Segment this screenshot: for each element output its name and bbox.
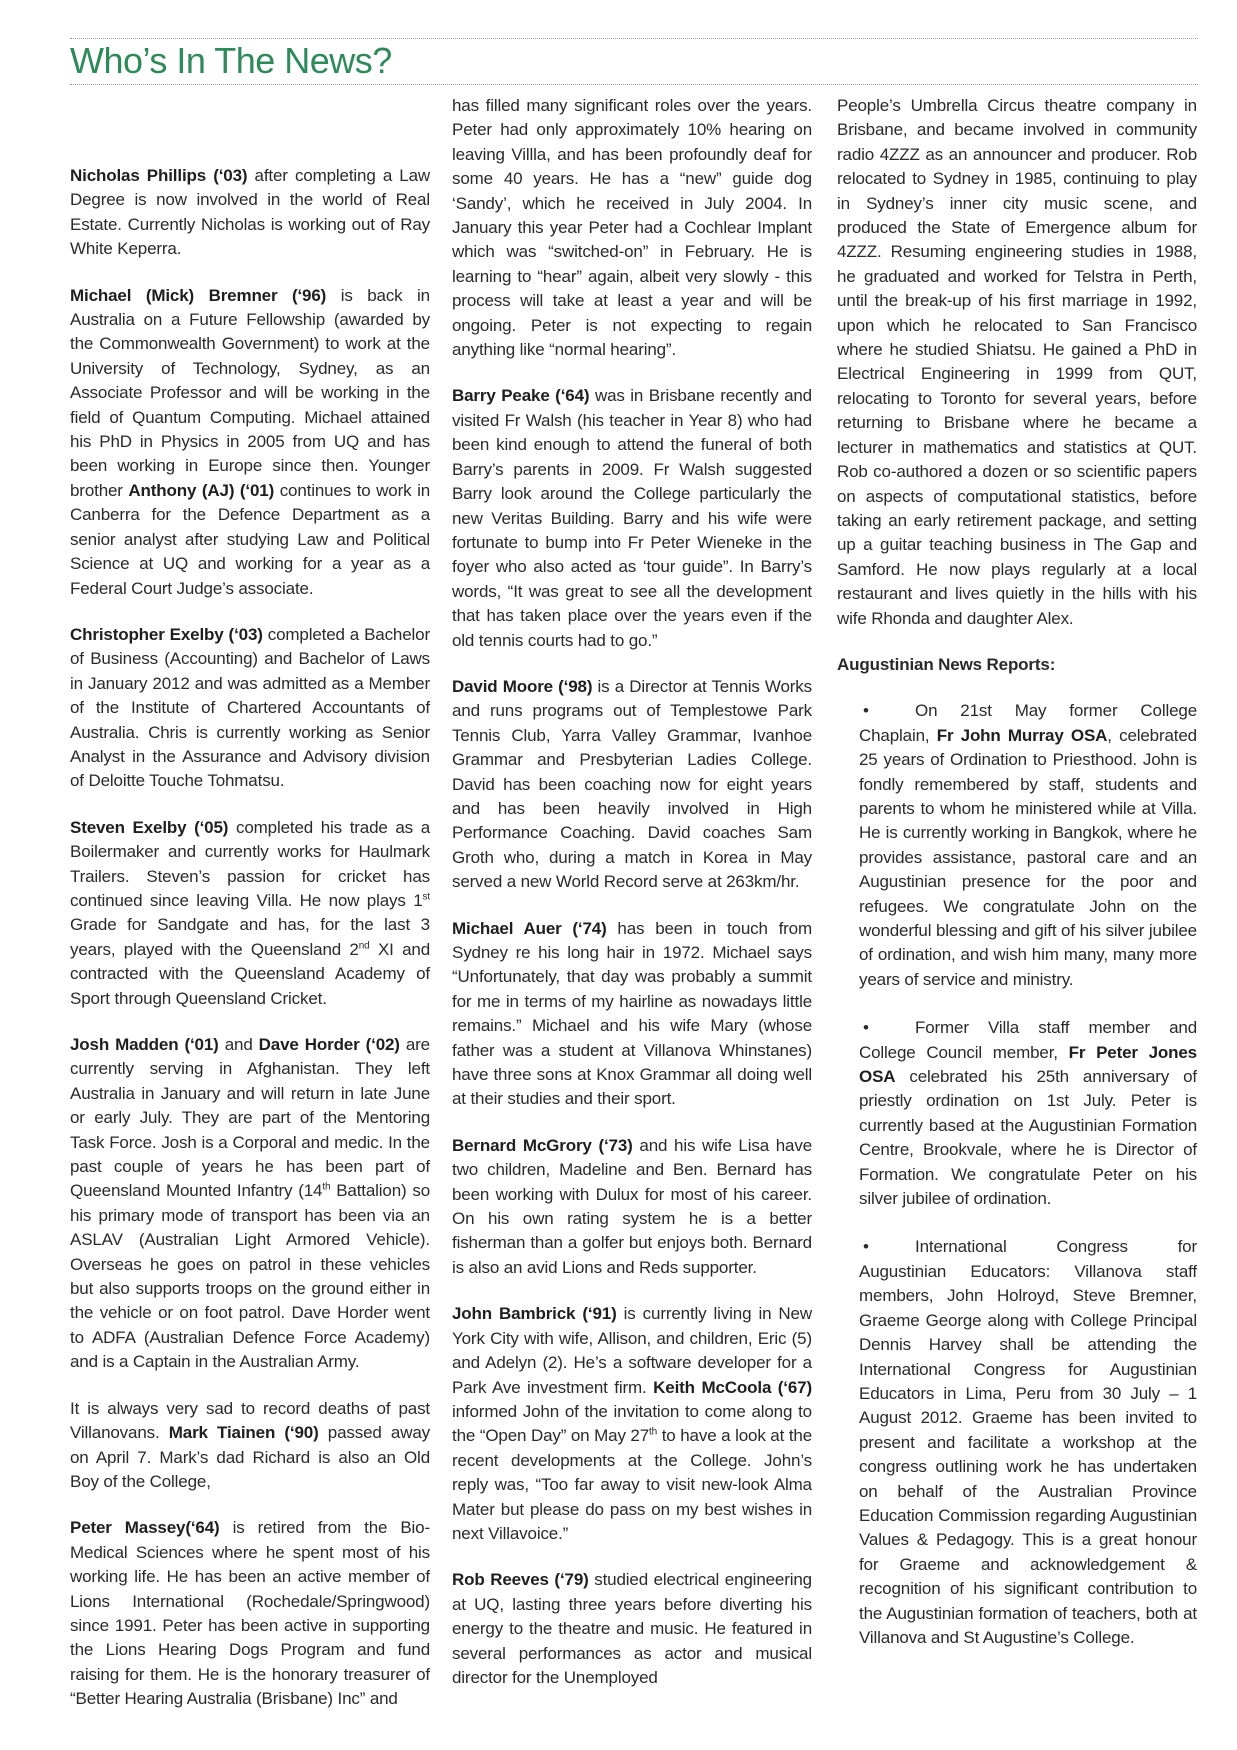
bullet-icon: •: [863, 1237, 869, 1257]
title-rule: [70, 84, 1198, 85]
page-title: Who’s In The News?: [70, 40, 392, 81]
list-item: • On 21st May former College Chaplain, Fr John Murray OSA, celebrated 25 years of Ordination to Priesthood. John is fondly remembered by staff, students and parents to whom he ministered while at Villa. He is currently working in Bangkok, where he provides assistance, pastoral care and an Augustinian presence for the poor and refugees. We congratulate John on the wonderful blessing and gift of his silver jubilee of ordination, and wish him many, many more years of service and ministry.: [859, 701, 1197, 989]
article-michael-bremner: Michael (Mick) Bremner (‘96) is back in Australia on a Future Fellowship (awarded by the Commonwealth Government) to work at the University of Technology, Sydney, as an Associate Professor and will be working in the field of Quantum Computing. Michael attained his PhD in Physics in 2005 from UQ and has been working in Europe since then. Younger brother Anthony (AJ) (‘01) continues to work in Canberra for the Defence Department as a senior analyst after studying Law and Political Science at UQ and working for a year as a Federal Court Judge’s associate.: [70, 285, 430, 598]
article-josh-madden: Josh Madden (‘01) and Dave Horder (‘02) are currently serving in Afghanistan. They left Australia in January and will return in late June or early July. They are part of the Mentoring Task Force. Josh is a Corporal and medic. In the past couple of years he has been part of Queensland Mounted Infantry (14th Battalion) so his primary mode of transport has been via an ASLAV (Australian Light Armored Vehicle). Overseas he goes on patrol in these vehicles but also supports troops on the ground either in the vehicle or on foot patrol. Dave Horder went to ADFA (Australian Defence Force Academy) and is a Captain in the Australian Army.: [70, 1035, 431, 1372]
article-christopher-exelby: Christopher Exelby (‘03) completed a Bachelor of Business (Accounting) and Bachelor of Laws in January 2012 and was admitted as a Member of the Institute of Chartered Accountants of Australia. Chris is currently working as Senior Analyst in the Assurance and Advisory division of Deloitte Touche Tohmatsu.: [70, 624, 430, 791]
article-steven-exelby: Steven Exelby (‘05) completed his trade as a Boilermaker and currently works for Haulmark Trailers. Steven’s passion for cricket has continued since leaving Villa. He now plays 1st Grade for Sandgate and has, for the last 3 years, played with the Queensland 2nd XI and contracted with the Queensland Academy of Sport through Queensland Cricket.: [70, 817, 430, 1008]
column-3: [837, 94, 1197, 1674]
article-mark-tiainen: It is always very sad to record deaths of past Villanovans. Mark Tiainen (‘90) passed away on April 7. Mark’s dad Richard is also an Old Boy of the College,: [70, 1398, 431, 1491]
article-david-moore: David Moore (‘98) is a Director at Tennis Works and runs programs out of Templestowe Park Tennis Club, Yarra Valley Grammar, Ivanhoe Grammar and Presbyterian Ladies College. David has been coaching now for eight years and has been heavily involved in High Performance Coaching. David coaches Sam Groth who, during a match in Korea in May served a new World Record serve at 263km/hr.: [452, 676, 812, 892]
bullet-icon: •: [863, 701, 869, 721]
augustinian-news-heading: Augustinian News Reports:: [837, 654, 1056, 674]
column-1: [70, 164, 430, 1734]
article-peter-massey: Peter Massey(‘64) is retired from the Bio-Medical Sciences where he spent most of his working life. He has been an active member of Lions International (Rochedale/Springwood) since 1991. Peter has been active in supporting the Lions Hearing Dogs Program and fund raising for them. He is the honorary treasurer of “Better Hearing Australia (Brisbane) Inc” and: [70, 1518, 430, 1709]
article-nicholas-phillips: Nicholas Phillips (‘03) after completing a Law Degree is now involved in the world of Real Estate. Currently Nicholas is working out of Ray White Keperra.: [70, 166, 430, 259]
article-rob-reeves: Rob Reeves (‘79) studied electrical engineering at UQ, lasting three years before diverting his energy to the theatre and music. He featured in several performances as actor and musical director for the Unemployed: [452, 1570, 812, 1687]
bullet-icon: •: [863, 1018, 869, 1038]
article-john-bambrick: John Bambrick (‘91) is currently living in New York City with wife, Allison, and children, Eric (5) and Adelyn (2). He’s a software developer for a Park Ave investment firm. Keith McCoola (‘67) informed John of the invitation to come along to the “Open Day” on May 27th to have a look at the recent developments at the College. John’s reply was, “Too far away to visit new-look Alma Mater but please do pass on my best wishes in next Villavoice.”: [452, 1304, 812, 1543]
article-michael-auer: Michael Auer (‘74) has been in touch from Sydney re his long hair in 1972. Michael says “Unfortunately, that day was probably a summit for me in terms of my hairline as nowadays little remains.” Michael and his wife Mary (whose father was a student at Villanova Whinstanes) have three sons at Knox Grammar all doing well at their studies and their sport.: [452, 918, 812, 1109]
list-item: • International Congress for Augustinian Educators: Villanova staff members, John Holroyd, Steve Bremner, Graeme George along with College Principal Dennis Harvey shall be attending the International Congress for Augustinian Educators in Lima, Peru from 30 July – 1 August 2012. Graeme has been invited to present and facilitate a workshop at the congress outlining work he has undertaken on behalf of the Australian Province Education Commission regarding Augustinian Values & Pedagogy. This is a great honour for Graeme and acknowledgement & recognition of his significant contribution to the Augustinian formation of teachers, both at Villanova and St Augustine’s College.: [859, 1237, 1197, 1647]
article-peter-massey-cont: has filled many significant roles over the years. Peter had only approximately 10% hearing on leaving Villla, and has been profoundly deaf for some 40 years. He has a “new” guide dog ‘Sandy’, which he received in July 2004. In January this year Peter had a Cochlear Implant which was “switched-on” in February. He is learning to “hear” again, albeit very slowly - this process will take at least a year and will be ongoing. Peter is not expecting to regain anything like “normal hearing”.: [452, 96, 812, 360]
article-rob-reeves-cont: People’s Umbrella Circus theatre company in Brisbane, and became involved in community radio 4ZZZ as an announcer and producer. Rob relocated to Sydney in 1985, continuing to play in Sydney’s inner city music scene, and produced the State of Emergence album for 4ZZZ. Resuming engineering studies in 1988, he graduated and worked for Telstra in Perth, until the break-up of his first marriage in 1992, upon which he relocated to San Francisco where he studied Shiatsu. He gained a PhD in Electrical Engineering in 1999 from QUT, relocating to Toronto for several years, before returning to Brisbane where he became a lecturer in mathematics and statistics at QUT. Rob co-authored a dozen or so scientific papers on aspects of computational statistics, before taking an early retirement package, and setting up a guitar teaching business in The Gap and Samford. He now plays regularly at a local restaurant and lives quietly in the hills with his wife Rhonda and daughter Alex.: [837, 96, 1197, 628]
augustinian-reports-list: [837, 699, 1197, 1650]
article-bernard-mcgrory: Bernard McGrory (‘73) and his wife Lisa have two children, Madeline and Ben. Bernard has been working with Dulux for most of his career. On his own rating system he is a better fisherman than a golfer but enjoys both. Bernard is also an avid Lions and Reds supporter.: [452, 1135, 812, 1277]
column-2: [452, 94, 812, 1712]
list-item: • Former Villa staff member and College Council member, Fr Peter Jones OSA celebrated his 25th anniversary of priestly ordination on 1st July. Peter is currently based at the Augustinian Formation Centre, Brookvale, where he is Director of Formation. We congratulate Peter on his silver jubilee of ordination.: [859, 1018, 1197, 1209]
article-barry-peake: Barry Peake (‘64) was in Brisbane recently and visited Fr Walsh (his teacher in Year 8) who had been kind enough to attend the funeral of both Barry’s parents in 2009. Fr Walsh suggested Barry look around the College particularly the new Veritas Building. Barry and his wife were fortunate to bump into Fr Peter Wieneke in the foyer who also acted as ‘tour guide”. In Barry’s words, “It was great to see all the development that has taken place over the years even if the old tennis courts had to go.”: [452, 386, 812, 650]
